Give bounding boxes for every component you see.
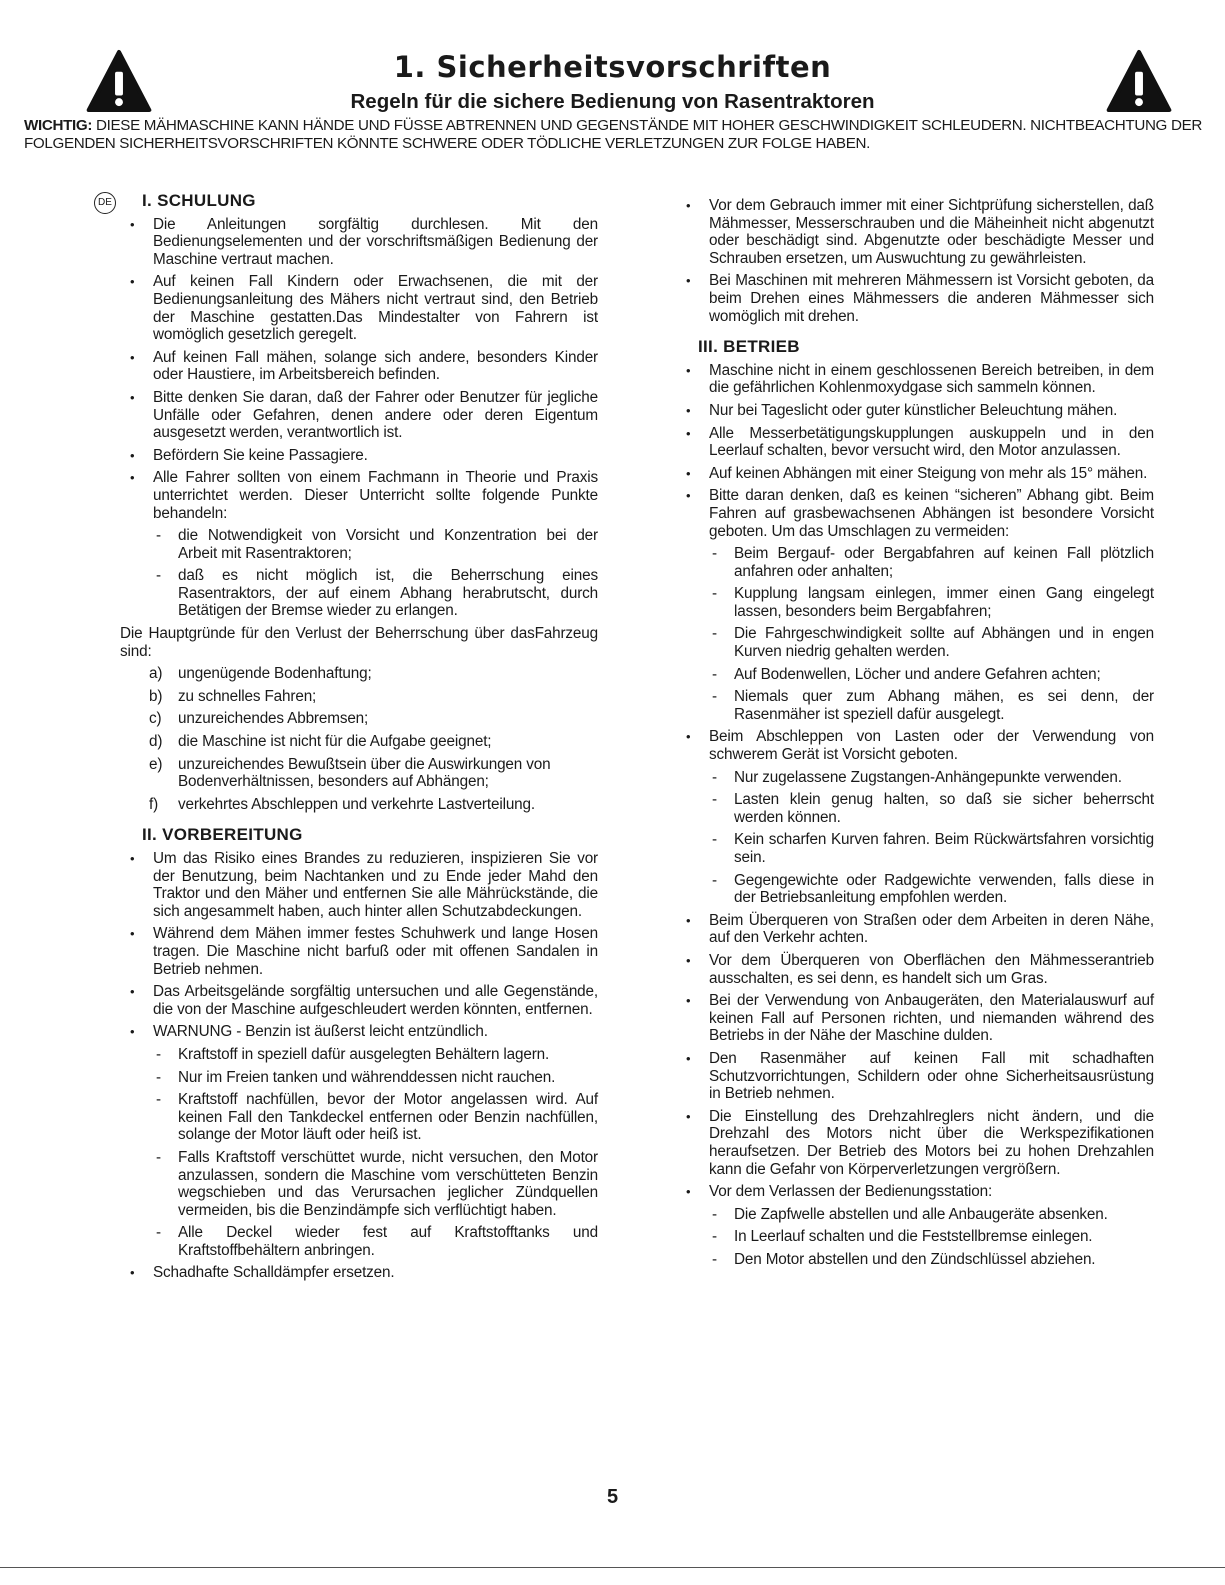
list-item: • Den Rasenmäher auf keinen Fall mit schadhaften Schutzvorrichtungen, Schildern oder ohne Sicherheitsausrüstung in Betrieb nehmen. (676, 1050, 1154, 1103)
list-item: • Maschine nicht in einem geschlossenen Bereich betreiben, in dem die gefährlichen Kohlenmoxydgase sich sammeln können. (676, 362, 1154, 397)
sub-list-item: - Falls Kraftstoff verschüttet wurde, nicht versuchen, den Motor anzulassen, sondern die Maschine vom verschütteten Benzin wegschieben und das Verursachen jeglicher Zündquellen vermeiden, bis die Benzindämpfe sich verflüchtigt haben. (120, 1149, 598, 1219)
page-number: 5 (606, 1486, 619, 1508)
sub-list-item: - Kraftstoff nachfüllen, bevor der Motor angelassen wird. Auf keinen Fall den Tankdeckel entfernen oder Benzin nachfüllen, solange der Motor läuft oder heiß ist. (120, 1091, 598, 1144)
list-item: • Vor dem Verlassen der Bedienungsstation: (676, 1183, 1154, 1201)
page-subtitle: Regeln für die sichere Bedienung von Rasentraktoren (350, 90, 875, 113)
list-item: • Bitte daran denken, daß es keinen “sicheren” Abhang gibt. Beim Fahren auf grasbewachsenen Abhängen ist besondere Vorsicht geboten. Um das Umschlagen zu vermeiden: (676, 487, 1154, 540)
lettered-item: f) verkehrtes Abschleppen und verkehrte Lastverteilung. (149, 795, 535, 813)
page-title: 1. Sicherheitsvorschriften (393, 50, 832, 84)
bottom-divider (0, 1567, 1225, 1568)
sub-list-item: - Kupplung langsam einlegen, immer einen Gang eingelegt lassen, besonders beim Bergabfahren; (676, 585, 1154, 620)
sub-list-item: - Lasten klein genug halten, so daß sie sicher beherrscht werden können. (676, 791, 1154, 826)
list-item: • Um das Risiko eines Brandes zu reduzieren, inspizieren Sie vor der Benutzung, beim Nachtanken und zu Ende jeder Mahd den Traktor und den Mäher und entfernen Sie alle Mährückstände, die sich angesammelt haben, auch hinter allen Schutzabdeckungen. (120, 850, 598, 920)
lettered-item: a) ungenügende Bodenhaftung; (149, 665, 372, 683)
list-item: • Das Arbeitsgelände sorgfältig untersuchen und alle Gegenstände, die von der Maschine aufgeschleudert werden könnten, entfernen. (120, 983, 598, 1018)
list-item: • WARNUNG - Benzin ist äußerst leicht entzündlich. (120, 1023, 598, 1041)
warning-notice (24, 117, 1202, 153)
list-item: • Auf keinen Fall mähen, solange sich andere, besonders Kinder oder Haustiere, im Arbeitsbereich befinden. (120, 349, 598, 384)
sub-list-item: - Nur zugelassene Zugstangen-Anhängepunkte verwenden. (676, 769, 1154, 787)
list-item: • Bitte denken Sie daran, daß der Fahrer oder Benutzer für jegliche Unfälle oder Gefahren, denen andere oder deren Eigentum ausgesetzt werden, verantwortlich ist. (120, 389, 598, 442)
list-item: • Schadhafte Schalldämpfer ersetzen. (120, 1264, 598, 1282)
list-item: • Vor dem Überqueren von Oberflächen den Mähmesserantrieb ausschalten, es sei denn, es handelt sich um Gras. (676, 952, 1154, 987)
list-item: • Befördern Sie keine Passagiere. (120, 447, 598, 465)
lettered-item: c) unzureichendes Abbremsen; (149, 710, 369, 728)
sub-list-item: - Nur im Freien tanken und währenddessen nicht rauchen. (120, 1069, 598, 1087)
section-heading-schulung (98, 191, 598, 210)
sub-list-item: - Gegengewichte oder Radgewichte verwenden, falls diese in der Betriebsanleitung empfohlen werden. (676, 872, 1154, 907)
list-item: • Auf keinen Abhängen mit einer Steigung von mehr als 15° mähen. (676, 465, 1154, 483)
list-item: • Beim Überqueren von Straßen oder dem Arbeiten in deren Nähe, auf den Verkehr achten. (676, 912, 1154, 947)
sub-list-item: - Die Zapfwelle abstellen und alle Anbaugeräte absenken. (676, 1206, 1154, 1224)
lettered-item: e) unzureichendes Bewußtsein über die Auswirkungen von Bodenverhältnissen, besonders auf Abhängen; (149, 755, 551, 791)
language-badge: DE (94, 192, 116, 214)
right-column (676, 197, 1154, 1273)
list-item: • Bei Maschinen mit mehreren Mähmessern ist Vorsicht geboten, da beim Drehen eines Mähmessers die anderen Mähmesser sich womöglich mit drehen. (676, 272, 1154, 325)
sub-list-item: - Auf Bodenwellen, Löcher und andere Gefahren achten; (676, 666, 1154, 684)
section-title: I. SCHULUNG (142, 191, 256, 210)
sub-list-item: - Alle Deckel wieder fest auf Kraftstofftanks und Kraftstoffbehältern anbringen. (120, 1224, 598, 1259)
sub-list-item: - die Notwendigkeit von Vorsicht und Konzentration bei der Arbeit mit Rasentraktoren; (120, 527, 598, 562)
warning-text: DIESE MÄHMASCHINE KANN HÄNDE UND FÜSSE ABTRENNEN UND GEGENSTÄNDE MIT HOHER GESCHWINDIGKEIT SCHLEUDERN. NICHTBEACHTUNG DER FOLGENDEN SICHERHEITSVORSCHRIFTEN KÖNNTE SCHWERE ODER TÖDLICHE VERLETZUNGEN ZUR FOLGE HABEN. (24, 117, 1202, 152)
list-item: • Auf keinen Fall Kindern oder Erwachsenen, die mit der Bedienungsanleitung des Mähers nicht vertraut sind, den Betrieb der Maschine gestatten.Das Mindestalter von Fahrern ist womöglich gesetzlich geregelt. (120, 273, 598, 343)
section-heading-betrieb: III. BETRIEB (698, 337, 800, 357)
paragraph: Die Hauptgründe für den Verlust der Beherrschung über dasFahrzeug sind: (120, 625, 598, 660)
sub-list-item: - daß es nicht möglich ist, die Beherrschung eines Rasentraktors, der auf einem Abhang herabrutscht, durch Betätigen der Bremse wieder zu erlangen. (120, 567, 598, 620)
list-item: • Nur bei Tageslicht oder guter künstlicher Beleuchtung mähen. (676, 402, 1154, 420)
list-item: • Bei der Verwendung von Anbaugeräten, den Materialauswurf auf keinen Fall auf Personen richten, und niemanden während des Betriebs in der Nähe der Maschine dulden. (676, 992, 1154, 1045)
list-item: • Beim Abschleppen von Lasten oder der Verwendung von schwerem Gerät ist Vorsicht geboten. (676, 728, 1154, 763)
sub-list-item: - Beim Bergauf- oder Bergabfahren auf keinen Fall plötzlich anfahren oder anhalten; (676, 545, 1154, 580)
list-item: • Die Einstellung des Drehzahlreglers nicht ändern, und die Drehzahl des Motors nicht über die Werkspezifikationen heraufsetzen. Der Betrieb des Motors bei zu hohen Drehzahlen kann die Gefahr von Körperverletzungen vergrößern. (676, 1108, 1154, 1178)
list-item: • Vor dem Gebrauch immer mit einer Sichtprüfung sicherstellen, daß Mähmesser, Messerschrauben und die Mäheinheit nicht abgenutzt oder beschädigt sind. Abgenutzte oder beschädigte Messer und Schrauben ersetzen, um Auswuchtung zu gewährleisten. (676, 197, 1154, 267)
list-item: • Während dem Mähen immer festes Schuhwerk und lange Hosen tragen. Die Maschine nicht barfuß oder mit offenen Sandalen in Betrieb nehmen. (120, 925, 598, 978)
list-item: • Alle Fahrer sollten von einem Fachmann in Theorie und Praxis unterrichtet werden. Dieser Unterricht sollte folgende Punkte behandeln: (120, 469, 598, 522)
section-heading-vorbereitung: II. VORBEREITUNG (142, 825, 303, 845)
sub-list-item: - Kraftstoff in speziell dafür ausgelegten Behältern lagern. (120, 1046, 598, 1064)
list-item: • Alle Messerbetätigungskupplungen auskuppeln und in den Leerlauf schalten, bevor versucht wird, den Motor anzulassen. (676, 425, 1154, 460)
left-column (98, 191, 598, 1287)
lettered-item: b) zu schnelles Fahren; (149, 687, 317, 705)
lettered-item: d) die Maschine ist nicht für die Aufgabe geeignet; (149, 733, 492, 751)
sub-list-item: - Die Fahrgeschwindigkeit sollte auf Abhängen und in engen Kurven niedrig gehalten werden. (676, 625, 1154, 660)
warning-label: WICHTIG: (24, 117, 93, 134)
sub-list-item: - Niemals quer zum Abhang mähen, es sei denn, der Rasenmäher ist speziell dafür ausgelegt. (676, 688, 1154, 723)
sub-list-item: - In Leerlauf schalten und die Feststellbremse einlegen. (676, 1228, 1154, 1246)
sub-list-item: - Kein scharfen Kurven fahren. Beim Rückwärtsfahren vorsichtig sein. (676, 831, 1154, 866)
list-item: • Die Anleitungen sorgfältig durchlesen. Mit den Bedienungselementen und der vorschriftsmäßigen Bedienung der Maschine vertraut machen. (120, 216, 598, 269)
sub-list-item: - Den Motor abstellen und den Zündschlüssel abziehen. (676, 1251, 1154, 1269)
